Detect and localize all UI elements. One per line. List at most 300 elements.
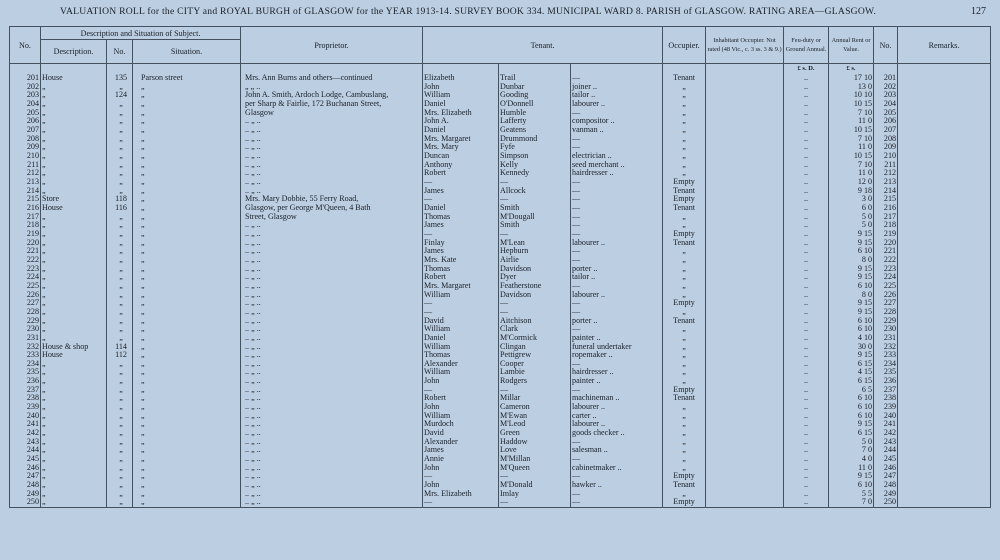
feu-duty: .. [784, 161, 829, 170]
table-row [10, 195, 991, 204]
description: „ [41, 481, 107, 490]
tenant-occupation: — [571, 455, 663, 464]
inhabitant [706, 368, 784, 377]
row-no: 228 [10, 308, 41, 317]
house-number: „ [107, 438, 133, 447]
occupier: Tenant [663, 316, 706, 325]
tenant-occupation: tailor .. [571, 273, 663, 282]
remarks [898, 74, 991, 83]
annual-rent: 9 18 [829, 187, 874, 196]
inhabitant [706, 438, 784, 447]
feu-duty: .. [784, 498, 829, 507]
situation: „ [133, 169, 241, 178]
row-no: 210 [10, 152, 41, 161]
inhabitant [706, 221, 784, 230]
row-no: 215 [10, 195, 41, 204]
house-number: „ [107, 360, 133, 369]
description: „ [41, 464, 107, 473]
situation: „ [133, 117, 241, 126]
row-no: 203 [10, 91, 41, 100]
table-body [10, 64, 991, 508]
description: „ [41, 282, 107, 291]
annual-rent: 9 15 [829, 308, 874, 317]
table-row [10, 256, 991, 265]
feu-duty: .. [784, 100, 829, 109]
row-no: 250 [10, 498, 41, 507]
inhabitant [706, 195, 784, 204]
table-row [10, 481, 991, 490]
occupier: „ [663, 264, 706, 273]
situation: „ [133, 316, 241, 325]
tenant-occupation: hairdresser .. [571, 368, 663, 377]
tenant-first-name: Thomas [423, 351, 499, 360]
annual-rent: 3 0 [829, 195, 874, 204]
feu-duty: .. [784, 472, 829, 481]
feu-duty: .. [784, 481, 829, 490]
remarks [898, 204, 991, 213]
tenant-occupation: hawker .. [571, 481, 663, 490]
inhabitant [706, 342, 784, 351]
situation: „ [133, 126, 241, 135]
house-number: „ [107, 429, 133, 438]
tenant-first-name: Thomas [423, 264, 499, 273]
remarks [898, 455, 991, 464]
row-no-right: 232 [874, 342, 898, 351]
table-row [10, 169, 991, 178]
description: „ [41, 187, 107, 196]
col-inhabitant: Inhabitant Occupier. Not rated (48 Vic., c. 3 ss. 3 & 9.) [706, 27, 784, 64]
situation: „ [133, 195, 241, 204]
row-no-right: 214 [874, 187, 898, 196]
tenant-first-name: Alexander [423, 438, 499, 447]
row-no: 216 [10, 204, 41, 213]
description: „ [41, 412, 107, 421]
inhabitant [706, 412, 784, 421]
tenant-occupation: painter .. [571, 377, 663, 386]
table-row [10, 221, 991, 230]
feu-duty: .. [784, 429, 829, 438]
description: „ [41, 455, 107, 464]
feu-duty: .. [784, 273, 829, 282]
proprietor: Mrs. Ann Burns and others—continued [241, 74, 423, 83]
tenant-first-name: William [423, 290, 499, 299]
inhabitant [706, 472, 784, 481]
feu-duty: .. [784, 412, 829, 421]
tenant-surname: O'Donnell [499, 100, 571, 109]
tenant-first-name: Mrs. Elizabeth [423, 109, 499, 118]
feu-duty: .. [784, 91, 829, 100]
feu-duty: .. [784, 368, 829, 377]
remarks [898, 143, 991, 152]
tenant-surname: Millar [499, 394, 571, 403]
table-row [10, 273, 991, 282]
row-no: 202 [10, 83, 41, 92]
situation: „ [133, 342, 241, 351]
situation: „ [133, 455, 241, 464]
description: „ [41, 290, 107, 299]
annual-rent: 6 10 [829, 481, 874, 490]
house-number: „ [107, 282, 133, 291]
house-number: „ [107, 308, 133, 317]
description: Store [41, 195, 107, 204]
description: „ [41, 299, 107, 308]
row-no-right: 230 [874, 325, 898, 334]
annual-rent: 6 15 [829, 360, 874, 369]
row-no: 235 [10, 368, 41, 377]
remarks [898, 117, 991, 126]
feu-duty: .. [784, 109, 829, 118]
description: „ [41, 213, 107, 222]
proprietor: .. „ .. [241, 169, 423, 178]
annual-rent: 5 0 [829, 213, 874, 222]
row-no: 217 [10, 213, 41, 222]
col-annual-rent: Annual Rent or Value. [829, 27, 874, 64]
situation: „ [133, 394, 241, 403]
situation: „ [133, 403, 241, 412]
row-no: 214 [10, 187, 41, 196]
row-no-right: 211 [874, 161, 898, 170]
situation: „ [133, 238, 241, 247]
occupier: „ [663, 126, 706, 135]
tenant-occupation: ropemaker .. [571, 351, 663, 360]
row-no-right: 206 [874, 117, 898, 126]
rent-units: £ s. [829, 64, 874, 75]
row-no: 222 [10, 256, 41, 265]
occupier: „ [663, 152, 706, 161]
row-no-right: 215 [874, 195, 898, 204]
units-row [10, 64, 991, 75]
col-no-right: No. [874, 27, 898, 64]
row-no: 221 [10, 247, 41, 256]
remarks [898, 446, 991, 455]
proprietor: .. „ .. [241, 377, 423, 386]
proprietor: .. „ .. [241, 187, 423, 196]
row-no-right: 219 [874, 230, 898, 239]
row-no-right: 216 [874, 204, 898, 213]
row-no-right: 243 [874, 438, 898, 447]
proprietor: .. „ .. [241, 412, 423, 421]
tenant-surname: Lambie [499, 368, 571, 377]
tenant-first-name: — [423, 178, 499, 187]
inhabitant [706, 247, 784, 256]
feu-duty: .. [784, 464, 829, 473]
remarks [898, 316, 991, 325]
tenant-first-name: Robert [423, 273, 499, 282]
tenant-surname: Aitchison [499, 316, 571, 325]
row-no: 220 [10, 238, 41, 247]
tenant-occupation: hairdresser .. [571, 169, 663, 178]
tenant-surname: — [499, 299, 571, 308]
tenant-occupation: — [571, 256, 663, 265]
inhabitant [706, 299, 784, 308]
remarks [898, 438, 991, 447]
tenant-occupation: — [571, 247, 663, 256]
occupier: „ [663, 351, 706, 360]
col-proprietor: Proprietor. [241, 27, 423, 64]
feu-duty: .. [784, 290, 829, 299]
description: „ [41, 178, 107, 187]
description: „ [41, 100, 107, 109]
tenant-occupation: — [571, 360, 663, 369]
description: „ [41, 109, 107, 118]
remarks [898, 273, 991, 282]
remarks [898, 351, 991, 360]
occupier: Tenant [663, 204, 706, 213]
table-header [10, 27, 991, 64]
tenant-surname: Green [499, 429, 571, 438]
description: „ [41, 386, 107, 395]
description: „ [41, 230, 107, 239]
tenant-surname: Rodgers [499, 377, 571, 386]
tenant-first-name: — [423, 472, 499, 481]
row-no: 232 [10, 342, 41, 351]
tenant-occupation: — [571, 308, 663, 317]
tenant-first-name: James [423, 221, 499, 230]
col-group-description: Description and Situation of Subject. [41, 27, 241, 40]
proprietor: .. „ .. [241, 325, 423, 334]
row-no-right: 204 [874, 100, 898, 109]
row-no: 224 [10, 273, 41, 282]
house-number: „ [107, 412, 133, 421]
description: „ [41, 169, 107, 178]
remarks [898, 213, 991, 222]
situation: „ [133, 135, 241, 144]
remarks [898, 368, 991, 377]
remarks [898, 109, 991, 118]
proprietor: .. „ .. [241, 221, 423, 230]
proprietor: .. „ .. [241, 342, 423, 351]
situation: „ [133, 187, 241, 196]
remarks [898, 420, 991, 429]
tenant-occupation: — [571, 109, 663, 118]
annual-rent: 10 15 [829, 100, 874, 109]
description: „ [41, 438, 107, 447]
feu-duty: .. [784, 490, 829, 499]
situation: „ [133, 351, 241, 360]
proprietor: „ „ .. [241, 83, 423, 92]
tenant-first-name: Mrs. Kate [423, 256, 499, 265]
description: „ [41, 238, 107, 247]
tenant-first-name: Mrs. Mary [423, 143, 499, 152]
remarks [898, 161, 991, 170]
table-row [10, 152, 991, 161]
feu-duty: .. [784, 195, 829, 204]
situation: „ [133, 472, 241, 481]
remarks [898, 135, 991, 144]
house-number: „ [107, 83, 133, 92]
row-no: 242 [10, 429, 41, 438]
annual-rent: 10 15 [829, 152, 874, 161]
tenant-surname: M'Ewan [499, 412, 571, 421]
valuation-table [9, 26, 991, 508]
row-no: 206 [10, 117, 41, 126]
col-tenant: Tenant. [423, 27, 663, 64]
row-no: 236 [10, 377, 41, 386]
house-number: 118 [107, 195, 133, 204]
row-no: 219 [10, 230, 41, 239]
annual-rent: 6 10 [829, 394, 874, 403]
tenant-first-name: — [423, 386, 499, 395]
situation: „ [133, 429, 241, 438]
situation: „ [133, 143, 241, 152]
row-no-right: 222 [874, 256, 898, 265]
tenant-occupation: — [571, 490, 663, 499]
inhabitant [706, 169, 784, 178]
inhabitant [706, 135, 784, 144]
table-row [10, 438, 991, 447]
occupier: „ [663, 91, 706, 100]
proprietor: .. „ .. [241, 438, 423, 447]
description: „ [41, 429, 107, 438]
situation: „ [133, 438, 241, 447]
inhabitant [706, 83, 784, 92]
house-number: 116 [107, 204, 133, 213]
feu-duty: .. [784, 117, 829, 126]
situation: „ [133, 221, 241, 230]
inhabitant [706, 446, 784, 455]
row-no: 243 [10, 438, 41, 447]
occupier: „ [663, 117, 706, 126]
tenant-surname: — [499, 498, 571, 507]
table-row [10, 299, 991, 308]
description: „ [41, 334, 107, 343]
feu-duty: .. [784, 169, 829, 178]
table-row [10, 351, 991, 360]
row-no-right: 207 [874, 126, 898, 135]
annual-rent: 8 0 [829, 256, 874, 265]
tenant-surname: — [499, 472, 571, 481]
tenant-occupation: carter .. [571, 412, 663, 421]
annual-rent: 5 0 [829, 221, 874, 230]
remarks [898, 490, 991, 499]
row-no-right: 247 [874, 472, 898, 481]
description: „ [41, 446, 107, 455]
row-no: 226 [10, 290, 41, 299]
tenant-occupation: labourer .. [571, 420, 663, 429]
inhabitant [706, 282, 784, 291]
inhabitant [706, 498, 784, 507]
feu-duty: .. [784, 438, 829, 447]
row-no-right: 202 [874, 83, 898, 92]
annual-rent: 9 15 [829, 238, 874, 247]
row-no: 245 [10, 455, 41, 464]
feu-duty: .. [784, 247, 829, 256]
tenant-surname: Hepburn [499, 247, 571, 256]
inhabitant [706, 213, 784, 222]
page-number: 127 [971, 6, 986, 17]
occupier: „ [663, 325, 706, 334]
annual-rent: 6 10 [829, 282, 874, 291]
inhabitant [706, 178, 784, 187]
proprietor: .. „ .. [241, 126, 423, 135]
tenant-surname: Clingan [499, 342, 571, 351]
description: „ [41, 316, 107, 325]
tenant-occupation: — [571, 438, 663, 447]
occupier: Empty [663, 230, 706, 239]
house-number: „ [107, 135, 133, 144]
annual-rent: 13 0 [829, 83, 874, 92]
remarks [898, 308, 991, 317]
inhabitant [706, 334, 784, 343]
feu-duty: .. [784, 386, 829, 395]
house-number: 124 [107, 91, 133, 100]
house-number: „ [107, 316, 133, 325]
annual-rent: 6 5 [829, 386, 874, 395]
house-number: „ [107, 264, 133, 273]
row-no-right: 220 [874, 238, 898, 247]
feu-duty: .. [784, 299, 829, 308]
occupier: „ [663, 368, 706, 377]
occupier: Empty [663, 299, 706, 308]
house-number: „ [107, 481, 133, 490]
proprietor: per Sharp & Fairlie, 172 Buchanan Street, [241, 100, 423, 109]
tenant-first-name: Duncan [423, 152, 499, 161]
proprietor: .. „ .. [241, 498, 423, 507]
proprietor: Glasgow, per George M'Queen, 4 Bath [241, 204, 423, 213]
row-no-right: 217 [874, 213, 898, 222]
tenant-first-name: — [423, 230, 499, 239]
remarks [898, 264, 991, 273]
remarks [898, 290, 991, 299]
occupier: „ [663, 446, 706, 455]
occupier: „ [663, 308, 706, 317]
occupier: „ [663, 290, 706, 299]
tenant-surname: Davidson [499, 290, 571, 299]
tenant-occupation: porter .. [571, 316, 663, 325]
occupier: Tenant [663, 187, 706, 196]
tenant-occupation: compositor .. [571, 117, 663, 126]
table-row [10, 308, 991, 317]
feu-duty: .. [784, 264, 829, 273]
row-no: 247 [10, 472, 41, 481]
col-description: Description. [41, 40, 107, 64]
tenant-first-name: Elizabeth [423, 74, 499, 83]
description: „ [41, 221, 107, 230]
table-row [10, 394, 991, 403]
annual-rent: 6 10 [829, 316, 874, 325]
annual-rent: 10 10 [829, 91, 874, 100]
tenant-occupation: — [571, 230, 663, 239]
table-row [10, 187, 991, 196]
remarks [898, 195, 991, 204]
description: „ [41, 161, 107, 170]
annual-rent: 5 0 [829, 438, 874, 447]
description: „ [41, 83, 107, 92]
remarks [898, 472, 991, 481]
table-row [10, 161, 991, 170]
tenant-first-name: John A. [423, 117, 499, 126]
occupier: „ [663, 221, 706, 230]
tenant-surname: Cooper [499, 360, 571, 369]
description: „ [41, 152, 107, 161]
row-no-right: 205 [874, 109, 898, 118]
proprietor: .. „ .. [241, 282, 423, 291]
annual-rent: 6 10 [829, 412, 874, 421]
table-row [10, 100, 991, 109]
description: House [41, 204, 107, 213]
tenant-surname: Gooding [499, 91, 571, 100]
occupier: Tenant [663, 238, 706, 247]
annual-rent: 11 0 [829, 117, 874, 126]
tenant-occupation: funeral undertaker [571, 342, 663, 351]
tenant-occupation: — [571, 178, 663, 187]
tenant-surname: M'Leod [499, 420, 571, 429]
tenant-first-name: Daniel [423, 100, 499, 109]
table-row [10, 230, 991, 239]
house-number: „ [107, 403, 133, 412]
proprietor: .. „ .. [241, 360, 423, 369]
description: „ [41, 472, 107, 481]
